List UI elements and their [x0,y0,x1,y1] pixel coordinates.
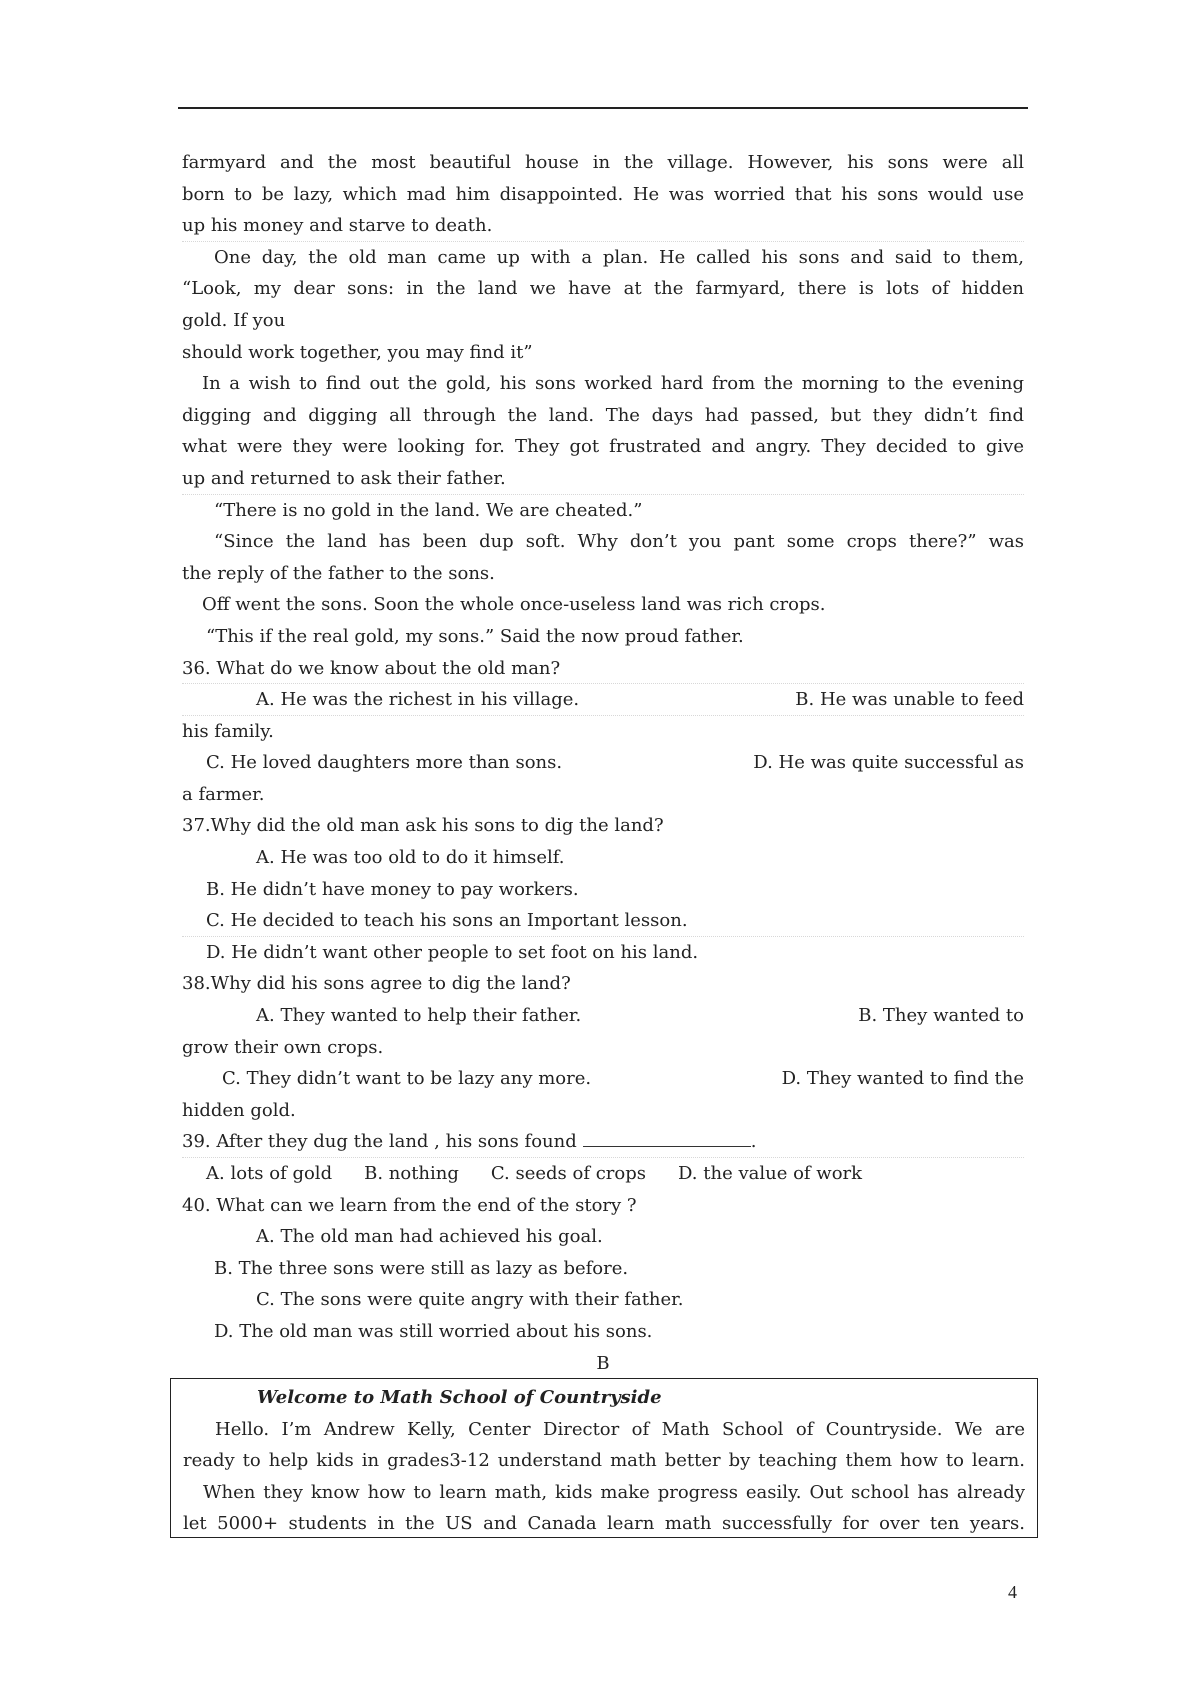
passage-a [182,147,1024,1379]
option-a: A. He was the richest in his village. [256,689,580,711]
option-a: A. lots of gold [206,1163,333,1184]
passage-b-title: Welcome to Math School of Countryside [257,1387,662,1408]
text-line: One day, the old man came up with a plan. He called his sons and said to them, [214,246,1024,268]
text-line: Hello. I’m Andrew Kelly, Center Director of Math School of Countryside. We are [215,1418,1025,1440]
text-line: “This if the real gold, my sons.” Said the now proud father. [206,625,744,647]
text-line: When they know how to learn math, kids make progress easily. Out school has already [203,1481,1025,1503]
text-line: up and returned to ask their father. [182,463,1024,495]
header-rule [178,107,1028,109]
page-number: 4 [1008,1582,1017,1602]
text-line: let 5000+ students in the US and Canada learn math successfully for over ten years. [183,1513,1025,1535]
question-stem-text: 39. After they dug the land , his sons found [182,1131,577,1153]
question-stem: 37.Why did the old man ask his sons to dig the land? [182,815,664,837]
text-line: gold. If you [182,309,286,331]
question-stem: 36. What do we know about the old man? [182,653,1024,685]
text-line: up his money and starve to death. [182,210,1024,242]
question-stem: 40. What can we learn from the end of the story ? [182,1194,637,1216]
text-line: should work together, you may find it” [182,341,533,363]
question-stem [182,1126,1024,1158]
option-a: A. They wanted to help their father. [256,1005,582,1027]
text-line: “There is no gold in the land. We are cheated.” [214,499,643,521]
text-line: farmyard and the most beautiful house in the village. However, his sons were all [182,152,1024,173]
section-label: B [596,1352,610,1374]
option-d: D. They wanted to find the [781,1068,1024,1090]
option-row [182,1000,1024,1032]
option-d: D. He was quite successful as [753,752,1024,774]
option-d: D. The old man was still worried about his sons. [214,1320,653,1342]
option-row [182,1158,1024,1190]
option-b-continued: grow their own crops. [182,1036,384,1058]
option-b-continued: his family. [182,720,274,742]
option-d-continued: hidden gold. [182,1099,296,1121]
option-c: C. They didn’t want to be lazy any more. [222,1068,592,1090]
question-stem-end: . [750,1131,757,1153]
text-line: ready to help kids in grades3-12 understand math better by teaching them how to learn. [183,1450,1025,1472]
option-d: D. the value of work [678,1163,863,1184]
option-a: A. The old man had achieved his goal. [256,1226,603,1248]
answer-blank [583,1128,751,1147]
text-line: “Look, my dear sons: in the land we have at the farmyard, there is lots of hidden [182,278,1024,300]
option-b: B. He didn’t have money to pay workers. [206,878,579,900]
option-row [182,747,1024,779]
option-b: B. The three sons were still as lazy as before. [214,1257,629,1279]
option-b: B. He was unable to feed [795,689,1024,711]
text-line: “Since the land has been dup soft. Why don’t you pant some crops there?” was [214,531,1024,553]
text-line: digging and digging all through the land. The days had passed, but they didn’t find [182,404,1024,426]
option-c: C. He decided to teach his sons an Important lesson. [182,905,1024,937]
option-row [182,684,1024,716]
text-line: what were they were looking for. They got frustrated and angry. They decided to give [182,436,1024,458]
option-b: B. They wanted to [858,1005,1024,1027]
question-stem: 38.Why did his sons agree to dig the land? [182,973,571,995]
option-d: D. He didn’t want other people to set foot on his land. [206,941,699,963]
option-c: C. He loved daughters more than sons. [206,752,563,774]
text-line: In a wish to find out the gold, his sons worked hard from the morning to the evening [202,373,1024,395]
text-line: Off went the sons. Soon the whole once-useless land was rich crops. [202,594,826,616]
text-line: the reply of the father to the sons. [182,562,495,584]
option-c: C. seeds of crops [490,1163,647,1184]
passage-b-box [170,1378,1038,1538]
text-line: born to be lazy, which mad him disappointed. He was worried that his sons would use [182,183,1024,205]
option-d-continued: a farmer. [182,783,265,805]
option-b: B. nothing [364,1163,459,1184]
option-a: A. He was too old to do it himself. [256,847,565,869]
option-row [182,1063,1024,1095]
option-c: C. The sons were quite angry with their father. [256,1289,684,1311]
